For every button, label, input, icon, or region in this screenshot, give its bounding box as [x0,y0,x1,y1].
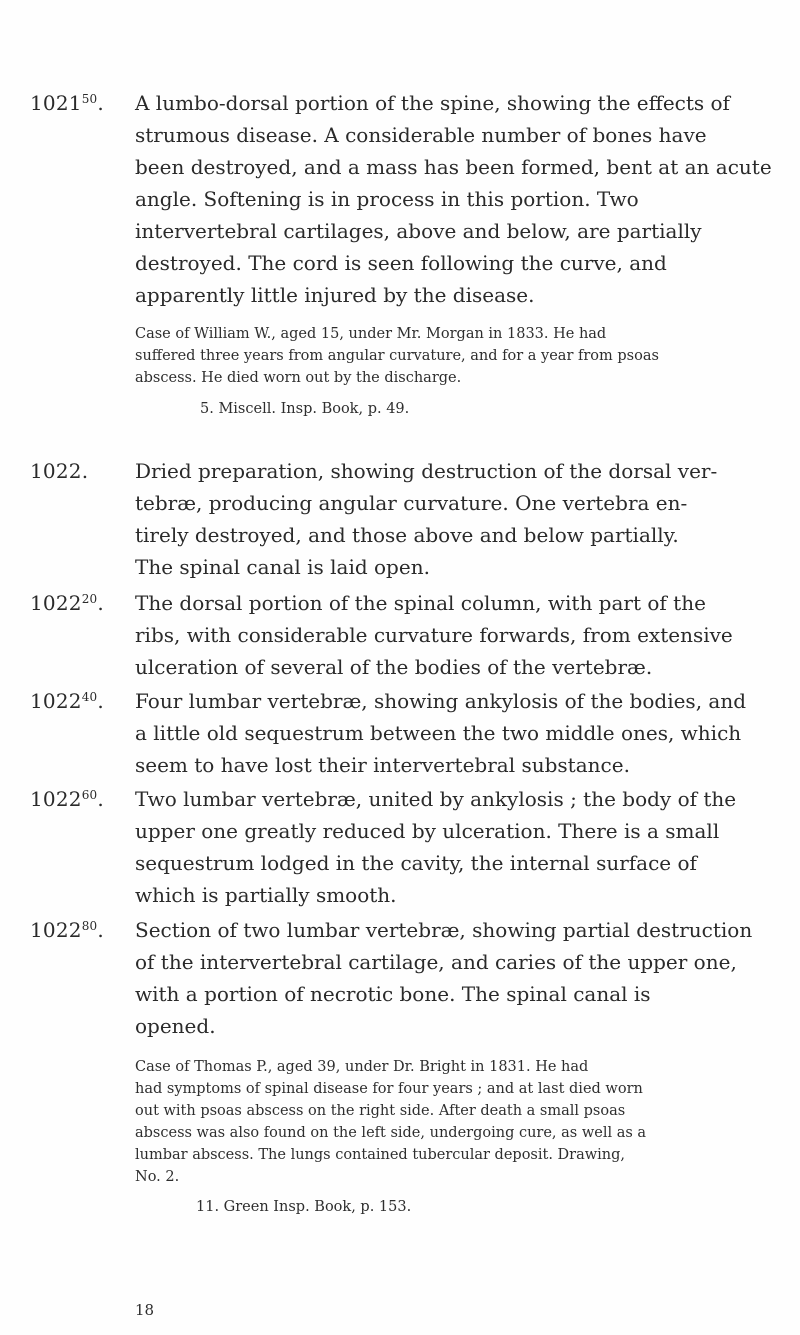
entry-text-line: opened. [135,1014,216,1038]
entry-text-line: been destroyed, and a mass has been formed, bent at an acute [135,155,772,179]
case-note-line: had symptoms of spinal disease for four years ; and at last died worn [135,1081,643,1097]
entry-text-line: A lumbo-dorsal portion of the spine, showing the effects of [135,91,730,115]
entry-text-line: intervertebral cartilages, above and below, are partially [135,219,702,243]
entry-text-line: Dried preparation, showing destruction of the dorsal ver- [135,459,718,483]
entry-number: 1022$^{60}$. [30,787,104,811]
entry-text-line: angle. Softening is in process in this portion. Two [135,187,639,211]
entry-number: 1022$^{20}$. [30,591,104,615]
entry-text-line: a little old sequestrum between the two middle ones, which [135,721,742,745]
entry-text-line: with a portion of necrotic bone. The spinal canal is [135,982,651,1006]
entry-text-line: The spinal canal is laid open. [135,555,430,579]
entry-number: 1022$^{80}$. [30,918,104,942]
entry-text-line: Section of two lumbar vertebræ, showing partial destruction [135,918,753,942]
entry-text-line: sequestrum lodged in the cavity, the internal surface of [135,851,697,875]
case-note-line: Case of Thomas P., aged 39, under Dr. Bright in 1831. He had [135,1059,589,1075]
case-note-line: abscess. He died worn out by the discharge. [135,370,462,386]
entry-text-line: tirely destroyed, and those above and below partially. [135,523,679,547]
entry-text-line: Two lumbar vertebræ, united by ankylosis ; the body of the [135,787,737,811]
inspection-book-reference: 5. Miscell. Insp. Book, p. 49. [200,401,410,417]
case-note-line: No. 2. [135,1169,180,1185]
inspection-book-reference: 11. Green Insp. Book, p. 153. [196,1199,412,1215]
case-note-line: Case of William W., aged 15, under Mr. Morgan in 1833. He had [135,326,607,342]
case-note-line: abscess was also found on the left side, undergoing cure, as well as a [135,1125,647,1141]
entry-text-line: The dorsal portion of the spinal column, with part of the [135,591,706,615]
entry-text-line: destroyed. The cord is seen following the curve, and [135,251,667,275]
page-number: 18 [135,1301,155,1319]
entry-text-line: of the intervertebral cartilage, and caries of the upper one, [135,950,737,974]
entry-text-line: tebræ, producing angular curvature. One vertebra en- [135,491,688,515]
entry-text-line: Four lumbar vertebræ, showing ankylosis of the bodies, and [135,689,747,713]
entry-text-line: which is partially smooth. [135,883,397,907]
entry-text-line: strumous disease. A considerable number of bones have [135,123,707,147]
entry-text-line: seem to have lost their intervertebral substance. [135,753,630,777]
entry-number: 1022. [30,459,89,483]
entry-number: 1022$^{40}$. [30,689,104,713]
entry-text-line: ribs, with considerable curvature forwards, from extensive [135,623,733,647]
case-note-line: lumbar abscess. The lungs contained tubercular deposit. Drawing, [135,1147,626,1163]
entry-text-line: ulceration of several of the bodies of the vertebræ. [135,655,653,679]
entry-text-line: apparently little injured by the disease. [135,283,535,307]
entry-number: 1021$^{50}$. [30,91,104,115]
entry-text-line: upper one greatly reduced by ulceration. There is a small [135,819,720,843]
case-note-line: out with psoas abscess on the right side. After death a small psoas [135,1103,626,1119]
case-note-line: suffered three years from angular curvature, and for a year from psoas [135,348,659,364]
